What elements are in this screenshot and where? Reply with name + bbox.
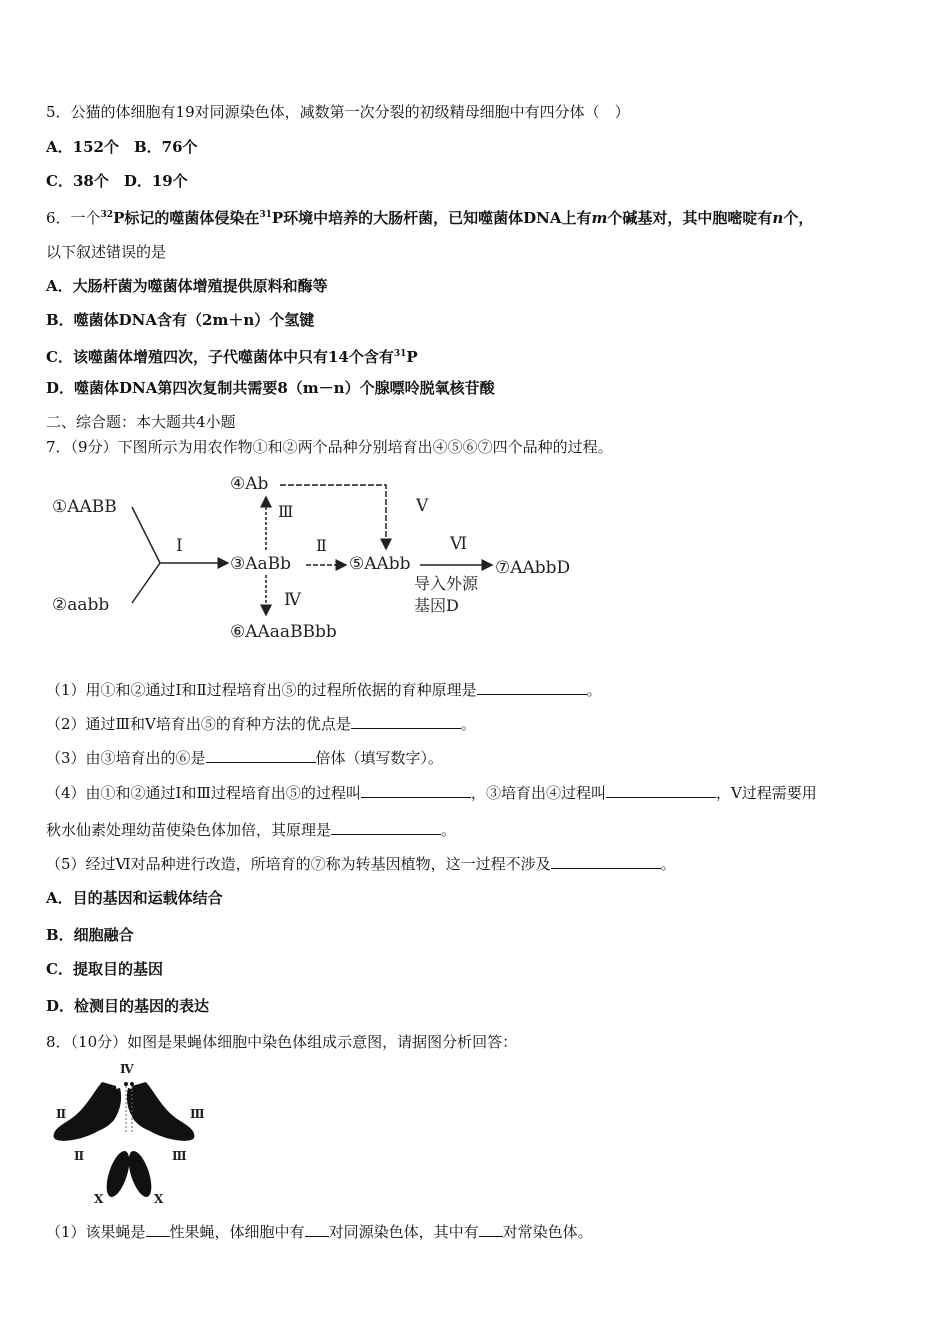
answer-blank-8c[interactable] — [479, 1222, 503, 1237]
q5-stem: 5．公猫的体细胞有19对同源染色体，减数第一次分裂的初级精母细胞中有四分体（ ） — [46, 103, 630, 121]
answer-blank-5[interactable] — [551, 854, 661, 869]
chromosome-diagram — [44, 1060, 224, 1210]
line-1-to-junction — [132, 507, 160, 563]
q7-option-a: A．目的基因和运载体结合 — [46, 889, 223, 907]
answer-blank-8a[interactable] — [146, 1222, 170, 1237]
answer-blank-4c[interactable] — [331, 820, 441, 835]
answer-blank-8b[interactable] — [305, 1222, 329, 1237]
q5-options-ab: A．152个 B．76个 — [46, 138, 198, 156]
q6-option-d: D．噬菌体DNA第四次复制共需要8（m－n）个腺嘌呤脱氧核苷酸 — [46, 379, 495, 397]
q7-sub-5: （5）经过Ⅵ对品种进行改造，所培育的⑦称为转基因植物，这一过程不涉及 。 — [46, 855, 676, 873]
q7-option-d: D．检测目的基因的表达 — [46, 997, 210, 1015]
label-chrom-ii-left-2: Ⅱ — [74, 1149, 85, 1163]
label-process-6: Ⅵ — [450, 534, 468, 554]
label-chrom-ii-left: Ⅱ — [56, 1107, 67, 1121]
label-import-gene-1: 导入外源 — [414, 574, 479, 593]
q6-option-b: B．噬菌体DNA含有（2m＋n）个氢键 — [46, 311, 315, 329]
q5-options-cd: C．38个 D．19个 — [46, 172, 188, 190]
node-4: ④Ab — [230, 474, 269, 494]
label-process-2: Ⅱ — [316, 536, 327, 555]
node-2: ②aabb — [52, 595, 110, 615]
node-5: ⑤AAbb — [349, 554, 411, 574]
chromosome-iv-dot-1 — [124, 1082, 128, 1086]
answer-blank-2[interactable] — [351, 714, 461, 729]
label-process-3: Ⅲ — [278, 502, 294, 521]
chromosome-iv-dot-2 — [130, 1082, 134, 1086]
q7-sub-3: （3）由③培育出的⑥是 倍体（填写数字）。 — [46, 749, 444, 767]
q6-stem-line2: 以下叙述错误的是 — [46, 243, 167, 261]
answer-blank-3[interactable] — [206, 748, 316, 763]
node-6: ⑥AAaaBBbb — [230, 622, 337, 642]
q6-option-a: A．大肠杆菌为噬菌体增殖提供原料和酶等 — [46, 277, 328, 295]
q7-option-c: C．提取目的基因 — [46, 960, 163, 978]
line-2-to-junction — [132, 563, 160, 603]
q8-sub-1: （1）该果蝇是 性果蝇，体细胞中有 对同源染色体，其中有 对常染色体。 — [46, 1223, 593, 1241]
q7-sub-2: （2）通过Ⅲ和Ⅴ培育出⑤的育种方法的优点是 。 — [46, 715, 476, 733]
q6-option-c: C．该噬菌体增殖四次，子代噬菌体中只有14个含有$^{31}$P — [46, 348, 418, 366]
label-import-gene-2: 基因D — [414, 596, 459, 615]
node-7: ⑦AAbbD — [495, 558, 571, 578]
section-heading: 二、综合题：本大题共4小题 — [46, 413, 236, 431]
q8-stem: 8．（10分）如图是果蝇体细胞中染色体组成示意图，请据图分析回答： — [46, 1033, 518, 1051]
label-process-5: Ⅴ — [416, 496, 429, 516]
breeding-diagram — [44, 465, 604, 655]
q7-stem: 7．（9分）下图所示为用农作物①和②两个品种分别培育出④⑤⑥⑦四个品种的过程。 — [46, 438, 613, 456]
label-process-1: Ⅰ — [176, 536, 183, 556]
answer-blank-4b[interactable] — [606, 783, 716, 798]
node-3: ③AaBb — [230, 554, 292, 574]
arrow-process-5 — [280, 485, 386, 549]
chromosome-x-left — [102, 1148, 134, 1199]
answer-blank-4a[interactable] — [361, 783, 471, 798]
q7-sub-1: （1）用①和②通过Ⅰ和Ⅱ过程培育出⑤的过程所依据的育种原理是 。 — [46, 681, 602, 699]
label-chrom-x-left: X — [94, 1192, 104, 1206]
q7-sub-4-line2: 秋水仙素处理幼苗使染色体加倍，其原理是 。 — [46, 821, 457, 839]
label-chrom-iii-right: Ⅲ — [190, 1107, 205, 1121]
chromosome-shapes — [54, 1082, 195, 1200]
q6-stem: 6．一个$^{32}$P标记的噬菌体侵染在$^{31}$P环境中培养的大肠杆菌，已知噬菌体DNA上有m个碱基对，其中胞嘧啶有n个， — [46, 209, 814, 227]
label-chrom-x-right: X — [154, 1192, 164, 1206]
label-chrom-iii-right-2: Ⅲ — [172, 1149, 187, 1163]
q7-option-b: B．细胞融合 — [46, 926, 134, 944]
label-chrom-iv: Ⅳ — [120, 1062, 134, 1076]
chromosome-x-right — [124, 1148, 156, 1199]
node-1: ①AABB — [52, 497, 117, 517]
label-process-4: Ⅳ — [284, 590, 301, 610]
q7-sub-4: （4）由①和②通过Ⅰ和Ⅲ过程培育出⑤的过程叫 ，③培育出④过程叫 ，Ⅴ过程需要用 — [46, 784, 817, 802]
answer-blank-1[interactable] — [477, 680, 587, 695]
